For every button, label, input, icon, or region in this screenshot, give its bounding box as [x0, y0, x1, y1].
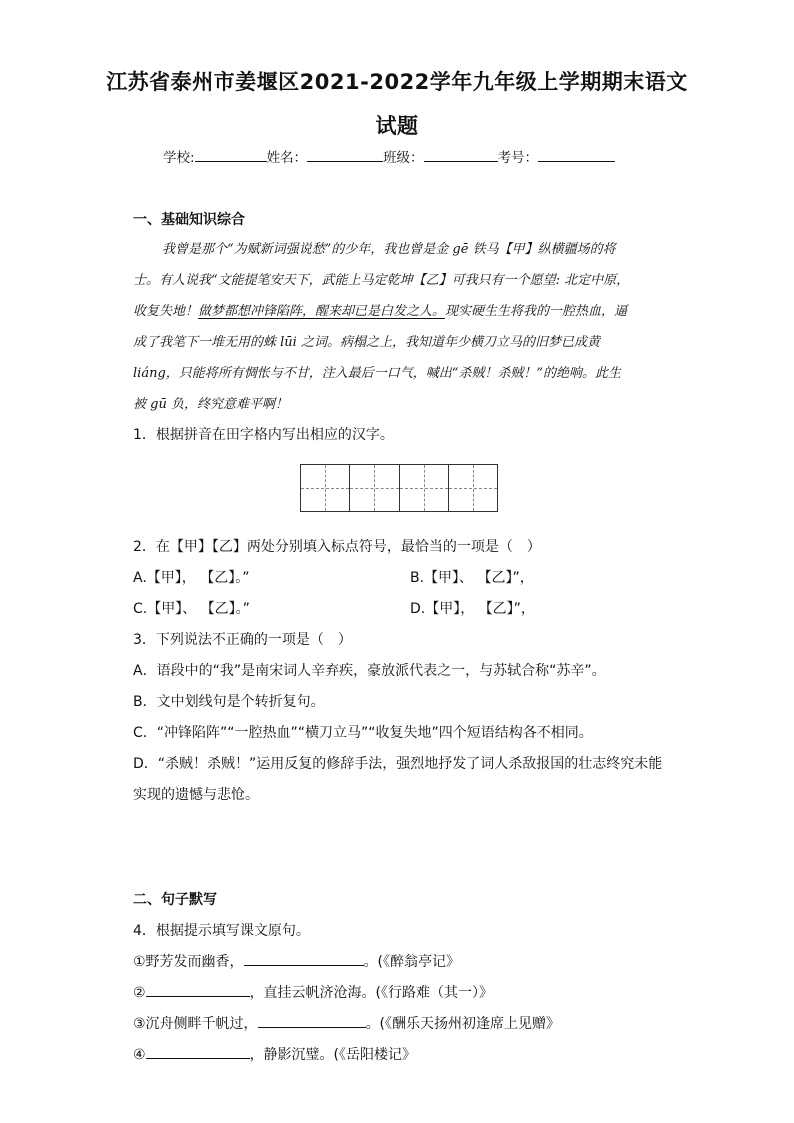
option-b[interactable]: B．文中划线句是个转折复句。	[133, 694, 325, 710]
grid-cell[interactable]	[301, 465, 350, 511]
option-b[interactable]: B.【甲】、 【乙】”，	[410, 570, 534, 586]
item-source: 。(《醉翁亭记》	[363, 954, 461, 970]
option-a[interactable]: A．语段中的“我”是南宋词人辛弃疾，豪放派代表之一，与苏轼合称“苏辛”。	[133, 663, 606, 679]
tianzige-grid[interactable]	[300, 464, 498, 512]
name-label: 姓名：	[266, 150, 308, 166]
option-d-cont: 实现的遗憾与悲怆。	[133, 787, 259, 803]
recitation-item-1	[133, 951, 460, 971]
school-label: 学校:	[163, 150, 195, 166]
passage-line	[133, 300, 662, 319]
item-text: ④	[133, 1047, 146, 1063]
recitation-item-4	[133, 1044, 416, 1064]
class-label: 班级：	[383, 150, 424, 166]
option-a[interactable]: A.【甲】， 【乙】。”	[133, 570, 250, 586]
passage-text: 收复失地！	[133, 304, 199, 319]
recitation-item-3	[133, 1013, 560, 1033]
item-text: ③沉舟侧畔千帆过，	[133, 1016, 258, 1032]
name-blank[interactable]	[307, 149, 383, 162]
student-info	[163, 146, 615, 166]
number-label: 考号：	[497, 150, 539, 166]
item-source: ，直挂云帆济沧海。(《行路难（其一）》	[249, 985, 494, 1001]
question-2: 2．在【甲】【乙】两处分别填入标点符号，最恰当的一项是（ ）	[133, 539, 541, 555]
grid-cell[interactable]	[449, 465, 497, 511]
grid-cell[interactable]	[400, 465, 449, 511]
passage-line: liáng，只能将所有惆怅与不甘，注入最后一口气，喊出“杀贼！杀贼！”的绝响。此生	[133, 366, 622, 381]
answer-blank[interactable]	[146, 982, 250, 997]
number-blank[interactable]	[538, 149, 615, 162]
section-heading-1: 一、基础知识综合	[133, 212, 245, 228]
question-4: 4．根据提示填写课文原句。	[133, 923, 310, 939]
recitation-item-2	[133, 982, 493, 1002]
option-d[interactable]: D．“杀贼！杀贼！”运用反复的修辞手法，强烈地抒发了词人杀敌报国的壮志终究未能	[133, 756, 663, 772]
grid-cell[interactable]	[350, 465, 399, 511]
underlined-sentence: 做梦都想冲锋陷阵，醒来却已是白发之人。	[198, 304, 446, 319]
option-c[interactable]: C.【甲】、 【乙】。”	[133, 601, 250, 617]
item-text: ②	[133, 985, 146, 1001]
answer-blank[interactable]	[146, 1044, 250, 1059]
item-source: 。(《酬乐天扬州初逢席上见赠》	[365, 1016, 561, 1032]
page-title: 江苏省泰州市姜堰区2021-2022学年九年级上学期期末语文	[106, 70, 688, 94]
question-1: 1．根据拼音在田字格内写出相应的汉字。	[133, 427, 394, 443]
passage-line: 士。有人说我“文能提笔安天下，武能上马定乾坤【乙】可我只有一个愿望: 北定中原，	[133, 273, 630, 288]
passage-text: 现实硬生生将我的一腔热血，逼	[445, 304, 628, 319]
item-source: ，静影沉璧。(《岳阳楼记》	[249, 1047, 417, 1063]
question-3: 3．下列说法不正确的一项是（ ）	[133, 632, 352, 648]
item-text: ①野芳发而幽香，	[133, 954, 244, 970]
passage-line: 被 gū 负，终究意难平啊！	[133, 397, 288, 412]
school-blank[interactable]	[195, 149, 267, 162]
passage-line: 我曾是那个“为赋新词强说愁”的少年，我也曾是金 gē 铁马【甲】纵横疆场的将	[162, 242, 616, 257]
class-blank[interactable]	[424, 149, 498, 162]
passage-line: 成了我笔下一堆无用的蛛 lūi 之词。病榻之上，我知道年少横刀立马的旧梦已成黄	[133, 335, 600, 350]
option-d[interactable]: D.【甲】， 【乙】”，	[410, 601, 535, 617]
answer-blank[interactable]	[258, 1013, 366, 1028]
page-title-cont: 试题	[375, 114, 419, 138]
answer-blank[interactable]	[244, 951, 364, 966]
option-c[interactable]: C．“冲锋陷阵”“一腔热血”“横刀立马”“收复失地”四个短语结构各不相同。	[133, 725, 593, 741]
section-heading-2: 二、句子默写	[133, 892, 217, 908]
